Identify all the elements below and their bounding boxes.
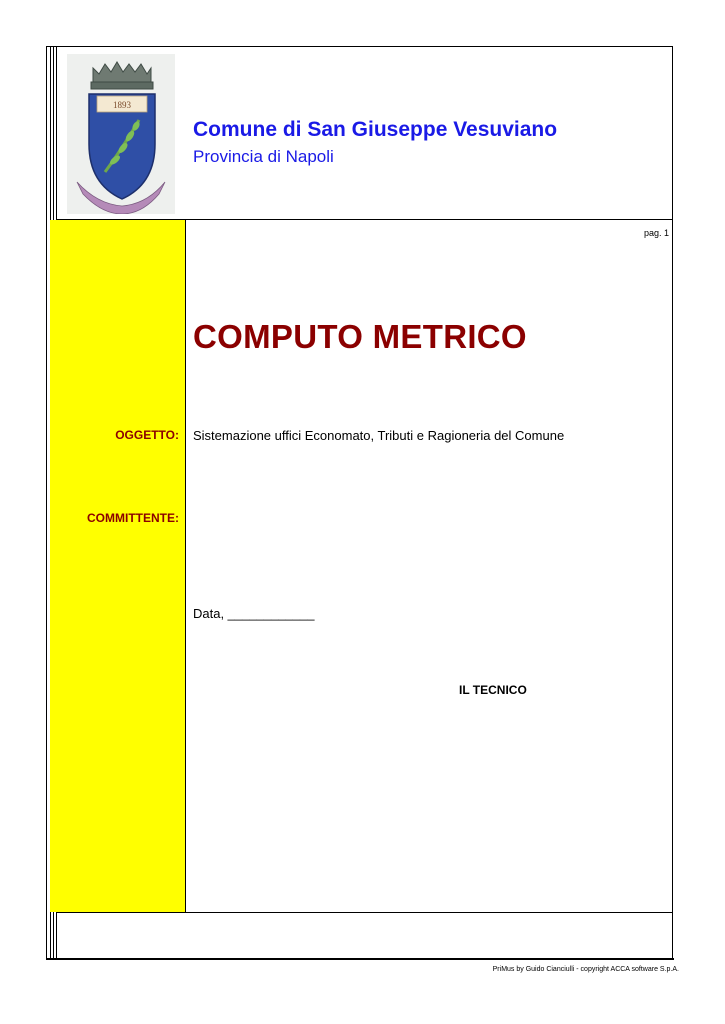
- oggetto-label: OGGETTO:: [115, 428, 179, 442]
- bottom-rule: [46, 958, 674, 960]
- committente-label: COMMITTENTE:: [87, 511, 179, 525]
- municipality-name: Comune di San Giuseppe Vesuviano: [193, 118, 558, 141]
- footer-credit: PriMus by Guido Cianciulli - copyright ACCA software S.p.A.: [492, 966, 679, 973]
- date-field: Data, ____________: [193, 606, 315, 621]
- oggetto-value: Sistemazione uffici Economato, Tributi e Ragioneria del Comune: [193, 428, 565, 443]
- header-divider: [56, 219, 673, 220]
- document-title: COMPUTO METRICO: [193, 318, 527, 355]
- signature-label: IL TECNICO: [459, 683, 527, 697]
- logo-year: 1893: [113, 100, 131, 110]
- municipal-coat-of-arms-logo: [67, 54, 175, 214]
- page-number: pag. 1: [643, 228, 669, 238]
- footer-divider: [56, 912, 673, 913]
- province-name: Provincia di Napoli: [193, 147, 334, 166]
- label-column: [50, 220, 185, 912]
- label-column-border: [185, 220, 186, 912]
